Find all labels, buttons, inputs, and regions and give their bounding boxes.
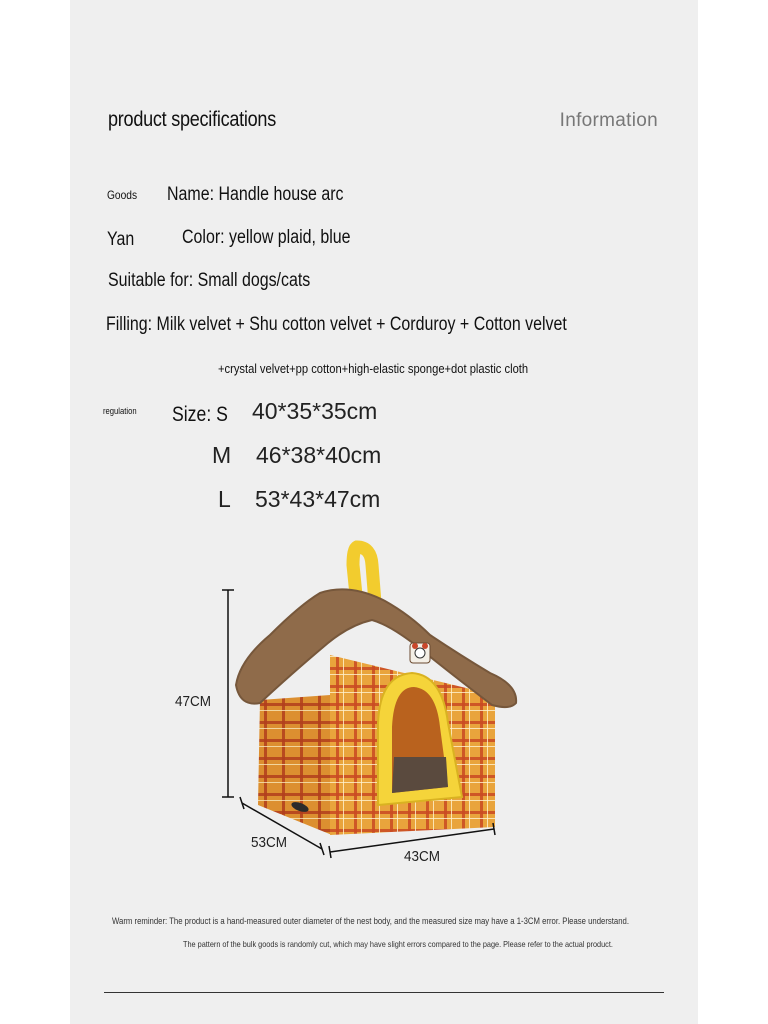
side-wall	[258, 695, 332, 835]
yan-label: Yan	[107, 229, 135, 250]
size-m-value: 46*38*40cm	[256, 442, 382, 468]
content-panel	[70, 0, 698, 1024]
size-s-value: 40*35*35cm	[252, 398, 378, 424]
color-line: Color: yellow plaid, blue	[182, 227, 351, 248]
name-line: Name: Handle house arc	[167, 184, 344, 205]
size-l-label: L	[218, 486, 231, 512]
page-title: product specifications	[108, 108, 276, 131]
filling-line: Filling: Milk velvet + Shu cotton velvet + Corduroy + Cotton velvet	[106, 314, 567, 335]
size-m-label: M	[212, 442, 232, 468]
filling-extra: +crystal velvet+pp cotton+high-elastic sponge+dot plastic cloth	[218, 361, 529, 376]
width-dimension-label: 43CM	[404, 848, 441, 865]
bottom-divider	[104, 992, 664, 993]
size-l-value: 53*43*47cm	[255, 486, 381, 512]
goods-label: Goods	[107, 188, 138, 202]
information-label: Information	[559, 110, 658, 131]
door-cushion	[392, 757, 448, 793]
warm-reminder: Warm reminder: The product is a hand-measured outer diameter of the nest body, and the measured size may have a 1-3CM error. Please understand.	[112, 916, 629, 926]
height-dimension-label: 47CM	[175, 693, 212, 710]
depth-dimension-label: 53CM	[251, 834, 288, 851]
suitable-line: Suitable for: Small dogs/cats	[108, 270, 311, 291]
regulation-label: regulation	[103, 406, 137, 416]
pattern-note: The pattern of the bulk goods is randomly cut, which may have slight errors compared to the page. Please refer to the actual product.	[183, 939, 613, 949]
size-label: Size: S	[172, 403, 228, 426]
